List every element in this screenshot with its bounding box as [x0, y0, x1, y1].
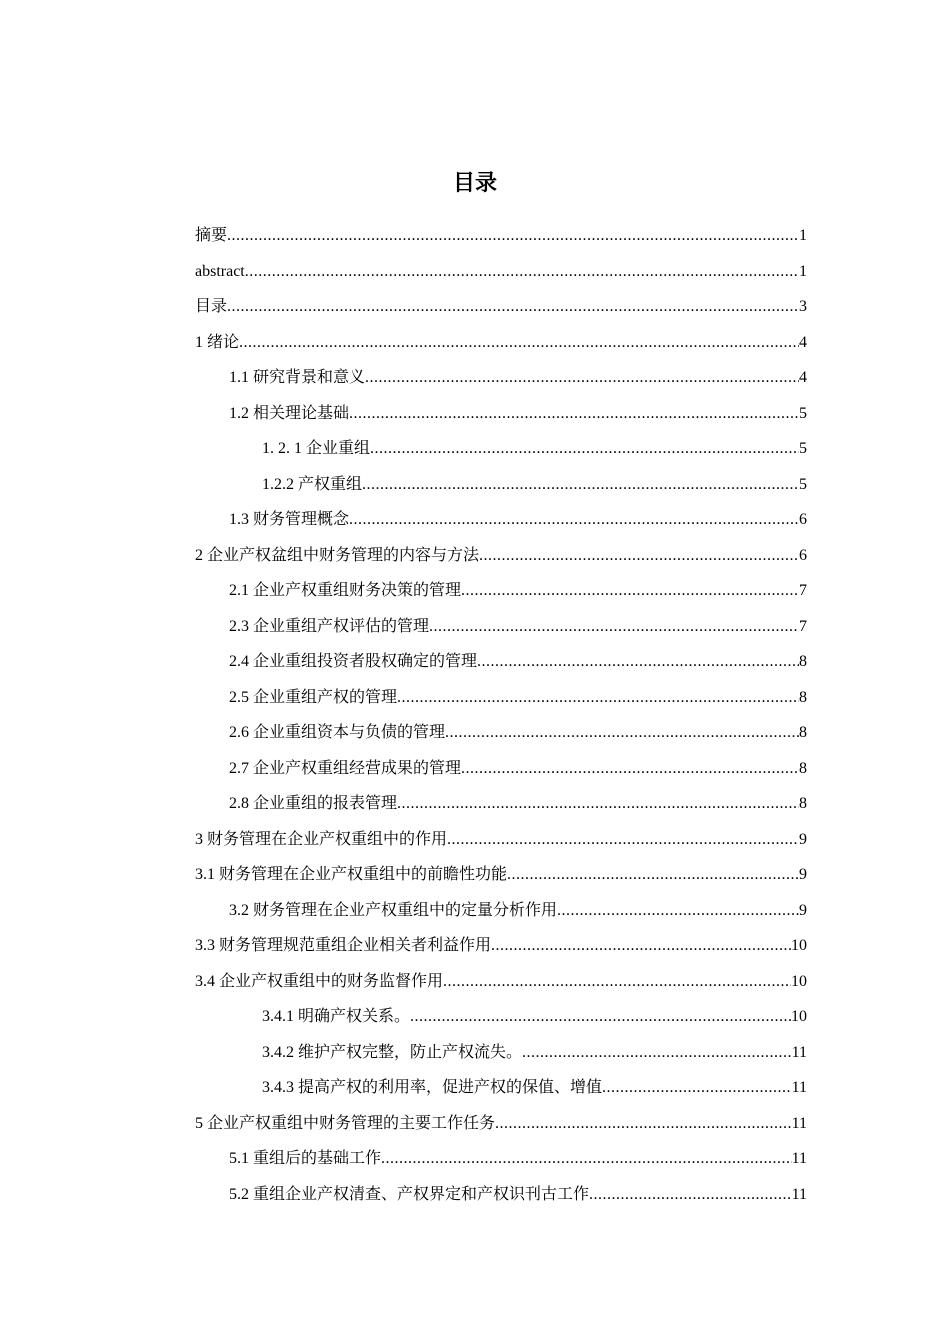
toc-entry-text: 3.1 财务管理在企业产权重组中的前瞻性功能: [195, 866, 508, 883]
toc-leader-dots: [429, 609, 799, 645]
toc-leader-dots: [397, 786, 799, 822]
toc-entry[interactable]: [195, 538, 807, 574]
toc-leader-dots: [370, 431, 799, 467]
toc-entry[interactable]: [195, 502, 807, 538]
toc-entry[interactable]: [195, 893, 807, 929]
toc-entry-page-number: 11: [791, 1043, 807, 1061]
toc-entry-page-number: 10: [791, 937, 807, 954]
toc-entry-page-number: 10: [791, 972, 807, 990]
toc-leader-dots: [477, 644, 799, 680]
toc-entry[interactable]: [195, 964, 807, 1000]
toc-entry-text: 2.7 企业产权重组经营成果的管理: [229, 759, 462, 777]
page-title: 目录: [452, 171, 497, 196]
toc-leader-dots: [522, 1035, 792, 1071]
toc-entry[interactable]: [195, 1141, 807, 1177]
toc-entry[interactable]: [195, 680, 807, 716]
toc-entry-page-number: 8: [799, 795, 807, 812]
toc-entry-page-number: 8: [799, 688, 807, 706]
toc-entry-page-number: 8: [799, 653, 807, 670]
toc-entry-text: 3 财务管理在企业产权重组中的作用: [195, 830, 448, 848]
toc-entry[interactable]: [195, 325, 807, 361]
table-of-contents: [195, 218, 807, 1212]
toc-entry-text: 2.4 企业重组投资者股权确定的管理: [229, 653, 478, 670]
toc-leader-dots: [461, 751, 799, 787]
toc-entry-page-number: 7: [799, 582, 807, 599]
toc-entry-page-number: 8: [799, 759, 807, 777]
toc-entry-text: 3.4 企业产权重组中的财务监督作用: [195, 972, 444, 990]
toc-leader-dots: [410, 999, 791, 1035]
toc-entry-page-number: 5: [799, 475, 807, 493]
toc-leader-dots: [245, 254, 799, 290]
toc-leader-dots: [507, 857, 799, 893]
toc-entry-text: 摘要: [195, 227, 228, 244]
toc-entry-page-number: 11: [791, 1114, 807, 1132]
toc-entry-text: 2.5 企业重组产权的管理: [229, 688, 398, 706]
toc-entry-page-number: 5: [799, 404, 807, 422]
toc-leader-dots: [362, 467, 799, 503]
toc-leader-dots: [495, 1106, 792, 1142]
toc-entry[interactable]: [195, 644, 807, 680]
toc-entry-page-number: 9: [799, 866, 807, 883]
toc-entry-page-number: 9: [799, 901, 807, 919]
toc-entry[interactable]: [195, 928, 807, 964]
toc-entry-page-number: 5: [799, 440, 807, 457]
toc-entry-page-number: 8: [799, 724, 807, 741]
toc-entry-page-number: 11: [791, 1079, 807, 1096]
toc-leader-dots: [461, 573, 799, 609]
toc-entry-page-number: 10: [791, 1008, 807, 1025]
toc-entry[interactable]: [195, 289, 807, 325]
toc-entry[interactable]: [195, 857, 807, 893]
toc-leader-dots: [239, 325, 799, 361]
toc-entry-text: 3.3 财务管理规范重组企业相关者利益作用: [195, 937, 492, 954]
toc-entry-page-number: 4: [799, 369, 807, 386]
toc-leader-dots: [447, 822, 799, 858]
toc-entry-text: 5.2 重组企业产权清查、产权界定和产权识刊古工作: [229, 1185, 590, 1203]
toc-entry[interactable]: [195, 822, 807, 858]
toc-entry[interactable]: [195, 431, 807, 467]
toc-entry-text: 2 企业产权盆组中财务管理的内容与方法: [195, 546, 480, 564]
toc-entry-page-number: 7: [799, 617, 807, 635]
toc-entry-page-number: 6: [799, 546, 807, 564]
toc-entry[interactable]: [195, 254, 807, 290]
toc-leader-dots: [381, 1141, 792, 1177]
toc-entry-text: 3.4.1 明确产权关系。: [262, 1008, 411, 1025]
toc-entry-page-number: 4: [799, 333, 807, 351]
toc-entry-text: 1.3 财务管理概念: [229, 511, 350, 528]
toc-entry-text: 2.8 企业重组的报表管理: [229, 795, 398, 812]
toc-entry[interactable]: [195, 360, 807, 396]
toc-entry[interactable]: [195, 715, 807, 751]
toc-entry-text: 2.3 企业重组产权评估的管理: [229, 617, 430, 635]
toc-entry-page-number: 11: [791, 1185, 807, 1203]
toc-entry-text: 1. 2. 1 企业重组: [262, 440, 371, 457]
toc-leader-dots: [227, 218, 799, 254]
toc-entry-page-number: 3: [799, 298, 807, 315]
toc-entry-text: 3.2 财务管理在企业产权重组中的定量分析作用: [229, 901, 558, 919]
toc-entry-page-number: 11: [791, 1150, 807, 1167]
toc-entry[interactable]: [195, 1106, 807, 1142]
toc-leader-dots: [602, 1070, 792, 1106]
toc-leader-dots: [589, 1177, 792, 1213]
toc-entry[interactable]: [195, 573, 807, 609]
toc-entry-text: 1 绪论: [195, 333, 240, 351]
toc-entry[interactable]: [195, 1035, 807, 1071]
toc-entry[interactable]: [195, 1177, 807, 1213]
toc-leader-dots: [349, 502, 799, 538]
toc-entry[interactable]: [195, 218, 807, 254]
toc-entry-page-number: 9: [799, 830, 807, 848]
toc-leader-dots: [479, 538, 799, 574]
toc-leader-dots: [443, 964, 791, 1000]
toc-entry-text: 5.1 重组后的基础工作: [229, 1150, 382, 1167]
toc-entry[interactable]: [195, 609, 807, 645]
toc-entry[interactable]: [195, 786, 807, 822]
toc-leader-dots: [397, 680, 799, 716]
toc-entry-text: 2.6 企业重组资本与负债的管理: [229, 724, 446, 741]
toc-entry-text: 1.2 相关理论基础: [229, 404, 350, 422]
toc-entry[interactable]: [195, 467, 807, 503]
toc-entry-text: 3.4.3 提高产权的利用率，促进产权的保值、增值: [262, 1079, 603, 1096]
toc-entry-text: 1.1 研究背景和意义: [229, 369, 366, 386]
toc-entry-text: 目录: [195, 298, 228, 315]
toc-entry-text: 1.2.2 产权重组: [262, 475, 363, 493]
toc-leader-dots: [227, 289, 799, 325]
toc-entry-page-number: 1: [799, 262, 807, 280]
toc-leader-dots: [349, 396, 799, 432]
toc-entry[interactable]: [195, 999, 807, 1035]
toc-entry[interactable]: [195, 751, 807, 787]
toc-entry-text: 3.4.2 维护产权完整，防止产权流失。: [262, 1043, 523, 1061]
toc-entry-text: 5 企业产权重组中财务管理的主要工作任务: [195, 1114, 496, 1132]
toc-leader-dots: [557, 893, 799, 929]
toc-entry-page-number: 6: [799, 511, 807, 528]
toc-entry[interactable]: [195, 396, 807, 432]
toc-leader-dots: [365, 360, 799, 396]
toc-entry-text: 2.1 企业产权重组财务决策的管理: [229, 582, 462, 599]
toc-entry[interactable]: [195, 1070, 807, 1106]
toc-leader-dots: [445, 715, 799, 751]
toc-leader-dots: [491, 928, 791, 964]
toc-entry-text: abstract: [195, 262, 245, 280]
toc-entry-page-number: 1: [799, 227, 807, 244]
